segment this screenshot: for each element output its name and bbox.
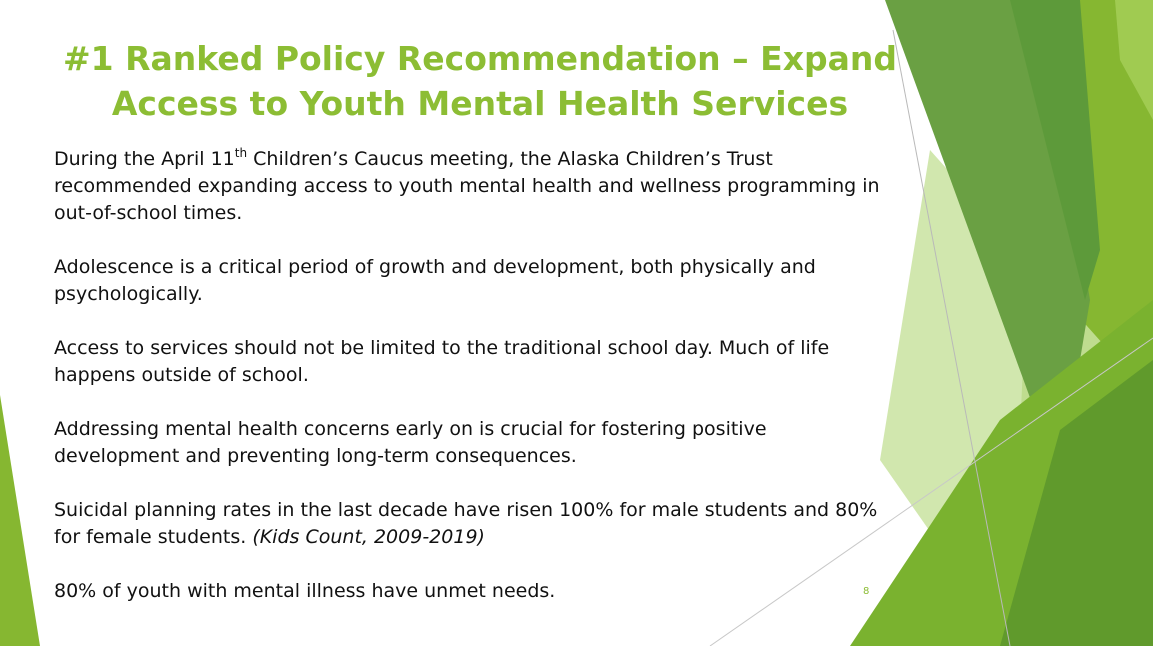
paragraph-early-intervention: Addressing mental health concerns early on is crucial for fostering positive development and preventing long-term consequences. bbox=[54, 418, 767, 467]
paragraph-suicidal-planning: Suicidal planning rates in the last decade have risen 100% for male students and 80% for female students. (Kids Count, 2009-2019) bbox=[54, 499, 878, 548]
citation: (Kids Count, 2009-2019) bbox=[252, 526, 485, 548]
slide-number: 8 bbox=[863, 586, 870, 597]
paragraph-adolescence: Adolescence is a critical period of growth and development, both physically and psychologically. bbox=[54, 256, 816, 305]
paragraph-access: Access to services should not be limited to the traditional school day. Much of life happens outside of school. bbox=[54, 337, 830, 386]
paragraph-unmet-needs: 80% of youth with mental illness have unmet needs. bbox=[54, 580, 556, 602]
slide-title: #1 Ranked Policy Recommendation – Expand Access to Youth Mental Health Services bbox=[63, 39, 897, 123]
paragraph-caucus: During the April 11th Children’s Caucus meeting, the Alaska Children’s Trust recommended expanding access to youth mental health and wellness programming in out-of-school times. bbox=[54, 146, 880, 224]
ordinal-suffix: th bbox=[234, 146, 248, 160]
slide-body bbox=[54, 146, 894, 632]
left-edge-sliver bbox=[0, 395, 40, 646]
